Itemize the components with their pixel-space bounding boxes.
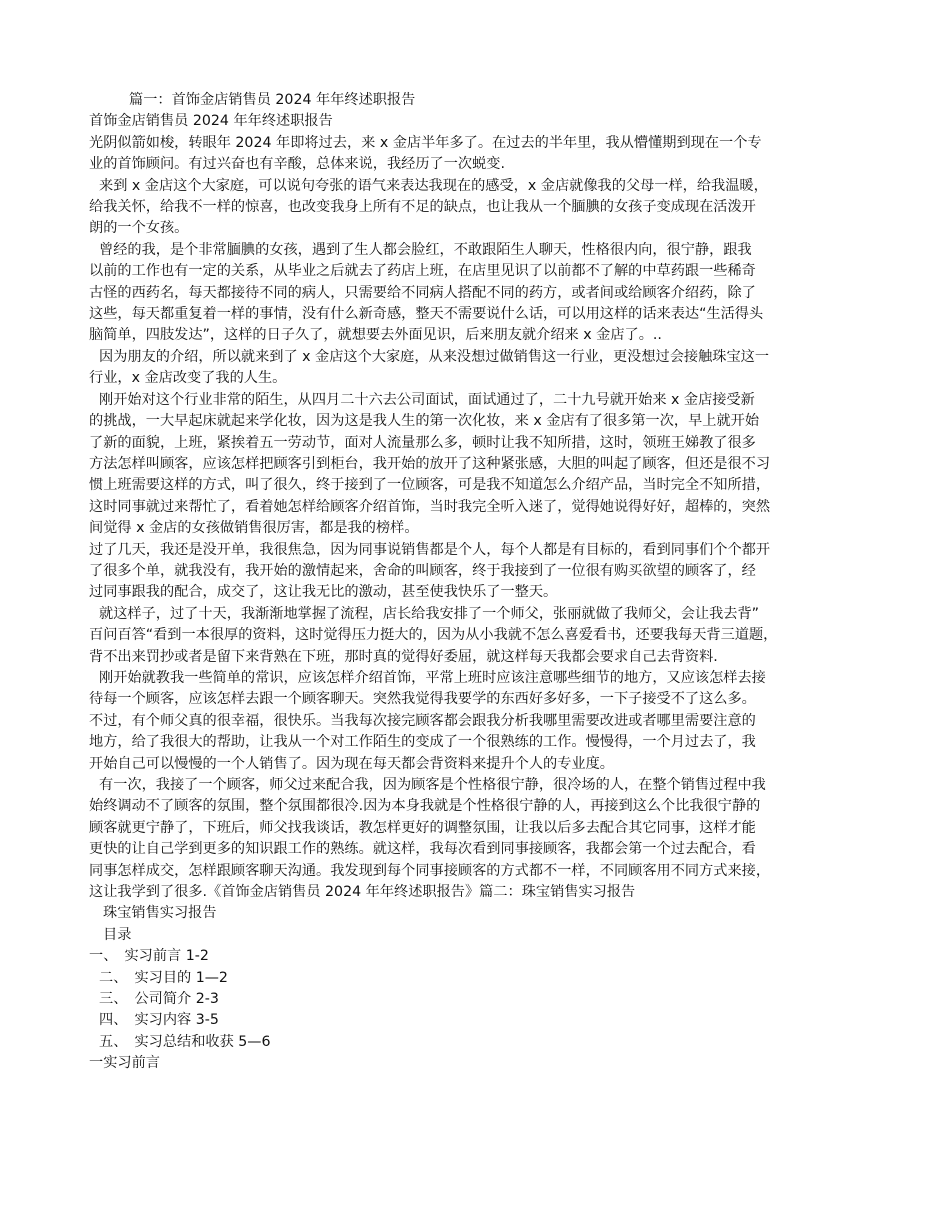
text-line: 了新的面貌，上班，紧挨着五一劳动节，面对人流量那么多，顿时让我不知所措，这时，领班王娣教了很多 xyxy=(89,434,756,451)
text-line: 以前的工作也有一定的关系，从毕业之后就去了药店上班，在店里见识了以前都不了解的中草药跟一些稀奇 xyxy=(89,263,756,280)
text-line: 珠宝销售实习报告 xyxy=(103,905,217,922)
text-line: 因为朋友的介绍，所以就来到了 x 金店这个大家庭，从来没想过做销售这一行业，更没想过会接触珠宝这一 xyxy=(99,348,770,365)
text-line: 开始自己可以慢慢的一个人销售了。因为现在每天都会背资料来提升个人的专业度。 xyxy=(89,755,614,772)
text-line: 一、 实习前言 1-2 xyxy=(89,948,209,965)
text-line: 三、 公司简介 2-3 xyxy=(99,991,219,1008)
text-line: 地方，给了我很大的帮助，让我从一个对工作陌生的变成了一个很熟练的工作。慢慢得，一个月过去了，我 xyxy=(89,734,756,751)
text-line: 有一次，我接了一个顾客，师父过来配合我，因为顾客是个性格很宁静，很冷场的人，在整个销售过程中我 xyxy=(99,777,766,793)
document-title: 篇一：首饰金店销售员 2024 年年终述职报告 xyxy=(129,92,416,108)
text-line: 目录 xyxy=(103,926,132,943)
text-line: 行业，x 金店改变了我的人生。 xyxy=(89,370,287,387)
text-line: 朗的一个女孩。 xyxy=(89,220,189,237)
text-line: 业的首饰顾问。有过兴奋也有辛酸，总体来说，我经历了一次蜕变. xyxy=(89,156,505,173)
text-line: 不过，有个师父真的很幸福，很快乐。当我每次接完顾客都会跟我分析我哪里需要改进或者哪里需要注意的 xyxy=(89,712,756,729)
text-line: 二、 实习目的 1—2 xyxy=(99,969,228,986)
text-line: 首饰金店销售员 2024 年年终述职报告 xyxy=(89,113,333,130)
text-line: 这时同事就过来帮忙了，看着她怎样给顾客介绍首饰，当时我完全听入迷了，觉得她说得好好，超棒的，突然 xyxy=(89,498,771,515)
text-line: 过同事跟我的配合，成交了，这让我无比的激动，甚至使我快乐了一整天。 xyxy=(89,584,558,601)
text-line: 来到 x 金店这个大家庭，可以说句夸张的语气来表达我现在的感受，x 金店就像我的父母一样，给我温暖， xyxy=(99,177,768,194)
text-line: 刚开始对这个行业非常的陌生，从四月二十六去公司面试，面试通过了，二十九号就开始来 x 金店接受新 xyxy=(99,391,755,408)
text-line: 惯上班需要这样的方式，叫了很久，终于接到了一位顾客，可是我不知道怎么介绍产品，当时完全不知所措， xyxy=(89,477,771,494)
text-line: 五、 实习总结和收获 5—6 xyxy=(99,1033,271,1050)
text-line: 脑简单，四肢发达”，这样的日子久了，就想要去外面见识，后来朋友就介绍来 x 金店了。.. xyxy=(89,327,662,344)
text-line: 古怪的西药名，每天都接待不同的病人，只需要给不同病人搭配不同的药方，或者间或给顾客介绍药，除了 xyxy=(89,284,756,301)
text-line: 待每一个顾客，应该怎样去跟一个顾客聊天。突然我觉得我要学的东西好多好多，一下子接受不了这么多。 xyxy=(89,691,756,708)
text-line: 四、 实习内容 3-5 xyxy=(99,1012,219,1029)
text-line: 方法怎样叫顾客，应该怎样把顾客引到柜台，我开始的放开了这种紧张感，大胆的叫起了顾客，但还是很不习 xyxy=(89,455,771,472)
text-line: 始终调动不了顾客的氛围，整个氛围都很冷.因为本身我就是个性格很宁静的人，再接到这么个比我很宁静的 xyxy=(89,798,761,815)
text-line: 这些，每天都重复着一样的事情，没有什么新奇感，整天不需要说什么话，可以用这样的话来表达“生活得头 xyxy=(89,306,764,323)
text-line: 刚开始就教我一些简单的常识，应该怎样介绍首饰，平常上班时应该注意哪些细节的地方，又应该怎样去接 xyxy=(99,669,766,686)
text-line: 曾经的我，是个非常腼腆的女孩，遇到了生人都会脸红，不敢跟陌生人聊天，性格很内向，很宁静，跟我 xyxy=(99,241,752,258)
text-line: 过了几天，我还是没开单，我很焦急，因为同事说销售都是个人，每个人都是有目标的，看到同事们个个都开 xyxy=(89,541,771,558)
text-line: 了很多个单，就我没有，我开始的激情起来，舍命的叫顾客，终于我接到了一位很有购买欲望的顾客了，经 xyxy=(89,562,756,579)
text-line: 给我关怀，给我不一样的惊喜，也改变我身上所有不足的缺点，也让我从一个腼腆的女孩子变成现在活泼开 xyxy=(89,199,756,216)
text-line: 背不出来罚抄或者是留下来背熟在下班，那时真的觉得好委屈，就这样每天我都会要求自己去背资料. xyxy=(89,648,718,665)
text-line: 就这样子，过了十天，我渐渐地掌握了流程，店长给我安排了一个师父，张丽就做了我师父，会让我去背” xyxy=(99,605,759,622)
text-line: 顾客就更宁静了，下班后，师父找我谈话，教怎样更好的调整氛围，让我以后多去配合其它同事，这样才能 xyxy=(89,819,756,836)
text-line: 的挑战，一大早起床就起来学化妆，因为这是我人生的第一次化妆，来 x 金店有了很多第一次，早上就开始 xyxy=(89,413,760,430)
text-line: 同事怎样成交，怎样跟顾客聊天沟通。我发现到每个同事接顾客的方式都不一样，不同顾客用不同方式来接， xyxy=(89,862,771,879)
text-line: 光阴似箭如梭，转眼年 2024 年即将过去，来 x 金店半年多了。在过去的半年里，我从懵懂期到现在一个专 xyxy=(89,134,762,151)
text-line: 这让我学到了很多.《首饰金店销售员 2024 年年终述职报告》篇二：珠宝销售实习报告 xyxy=(89,884,636,901)
text-line: 百问百答“看到一本很厚的资料，这时觉得压力挺大的，因为从小我就不怎么喜爱看书，还要我每天背三道题， xyxy=(89,627,778,644)
text-line: 一实习前言 xyxy=(89,1055,160,1072)
text-line: 更快的让自己学到更多的知识跟工作的熟练。就这样，我每次看到同事接顾客，我都会第一个过去配合，看 xyxy=(89,841,756,858)
text-line: 间觉得 x 金店的女孩做销售很厉害，都是我的榜样。 xyxy=(89,520,419,537)
